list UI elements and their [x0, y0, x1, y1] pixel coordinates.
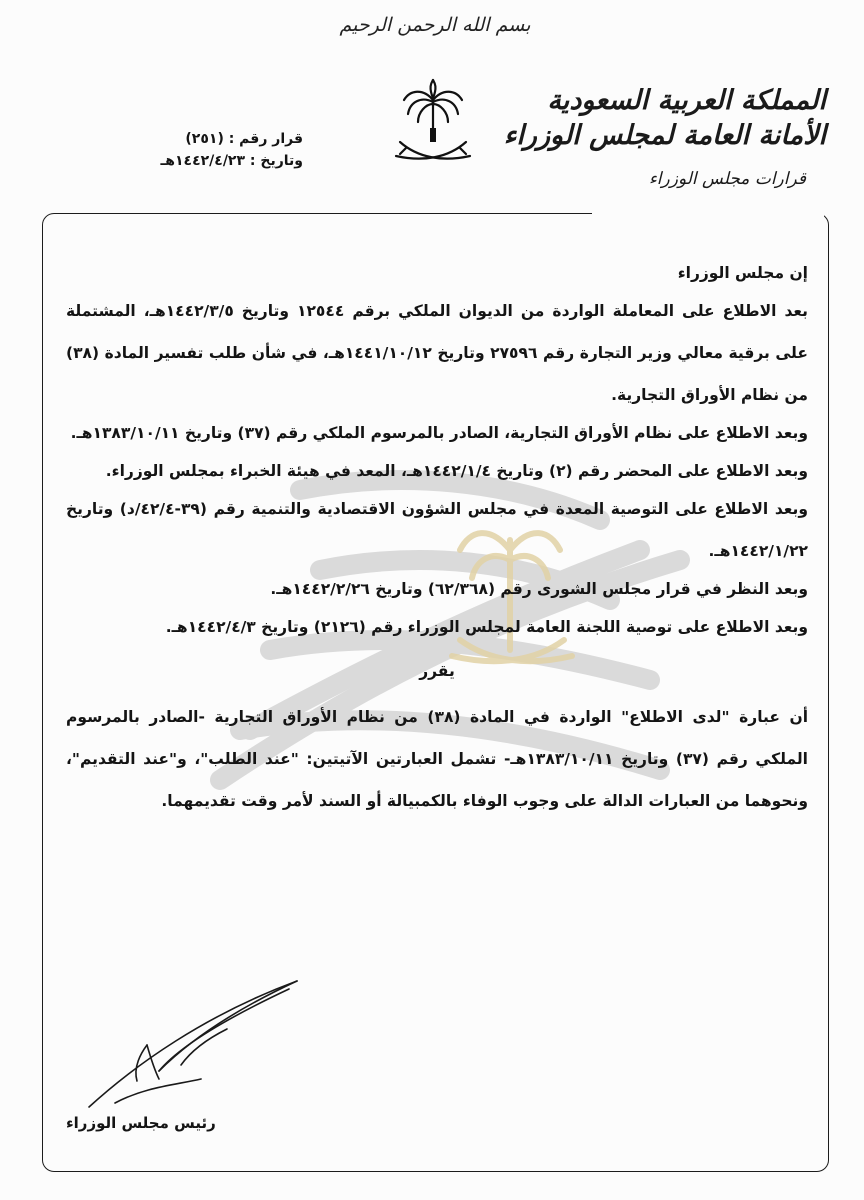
opening-line: إن مجلس الوزراء	[677, 264, 808, 282]
letterhead	[503, 84, 826, 192]
resolution-text: أن عبارة "لدى الاطلاع" الواردة في المادة (٣٨) من نظام الأوراق التجارية -الصادر بالمرسوم الملكي رقم (٣٧) وتاريخ ١٣٨٣/١٠/١١هـ- تشمل العبارتين الآتيتين: "عند الطلب"، و"عند التقديم"، ونحوهما من العبارات الدالة على وجوب الوفاء بالكمبيالة أو السند لأمر وقت تقديمهما.	[66, 708, 809, 810]
paragraph-1: بعد الاطلاع على المعاملة الواردة من الديوان الملكي برقم ١٢٥٤٤ وتاريخ ١٤٤٢/٣/٥هـ، المشتملة على برقية معالي وزير التجارة رقم ٢٧٥٩٦ وتاريخ ١٤٤١/١٠/١٢هـ، في شأن طلب تفسير المادة (٣٨) من نظام الأوراق التجارية.	[66, 302, 809, 404]
paragraph-6: وبعد الاطلاع على توصية اللجنة العامة لمجلس الوزراء رقم (٢١٢٦) وتاريخ ١٤٤٢/٤/٣هـ.	[165, 618, 808, 636]
paragraph-2: وبعد الاطلاع على نظام الأوراق التجارية، الصادر بالمرسوم الملكي رقم (٣٧) وتاريخ ١٣٨٣/١٠/١١هـ.	[70, 424, 808, 442]
handwritten-signature	[75, 975, 315, 1115]
basmala-header: بسم الله الرحمن الرحيم	[339, 14, 531, 36]
resolves-heading: يقرر	[419, 662, 455, 680]
frame-tab-gap	[592, 196, 824, 222]
decision-date: وتاريخ : ١٤٤٢/٤/٢٣هـ	[160, 153, 303, 169]
paragraph-3: وبعد الاطلاع على المحضر رقم (٢) وتاريخ ١٤٤٢/١/٤هـ، المعد في هيئة الخبراء بمجلس الوزراء.	[105, 462, 808, 480]
saudi-emblem-icon	[388, 78, 478, 178]
decision-body	[66, 252, 808, 822]
signer-title: رئيس مجلس الوزراء	[66, 1114, 216, 1132]
decision-number: قرار رقم : (٢٥١)	[185, 131, 303, 147]
paragraph-5: وبعد النظر في قرار مجلس الشورى رقم (٦٢/٣٦٨) وتاريخ ١٤٤٢/٢/٢٦هـ.	[270, 580, 808, 598]
secretariat-name: الأمانة العامة لمجلس الوزراء	[503, 120, 826, 151]
decision-meta	[160, 128, 303, 172]
section-title: قرارات مجلس الوزراء	[648, 169, 806, 189]
paragraph-4: وبعد الاطلاع على التوصية المعدة في مجلس الشؤون الاقتصادية والتنمية رقم (٣٩-٤٢/٤/د) وتاريخ ١٤٤٢/١/٢٢هـ.	[66, 500, 808, 560]
kingdom-name: المملكة العربية السعودية	[547, 85, 826, 116]
